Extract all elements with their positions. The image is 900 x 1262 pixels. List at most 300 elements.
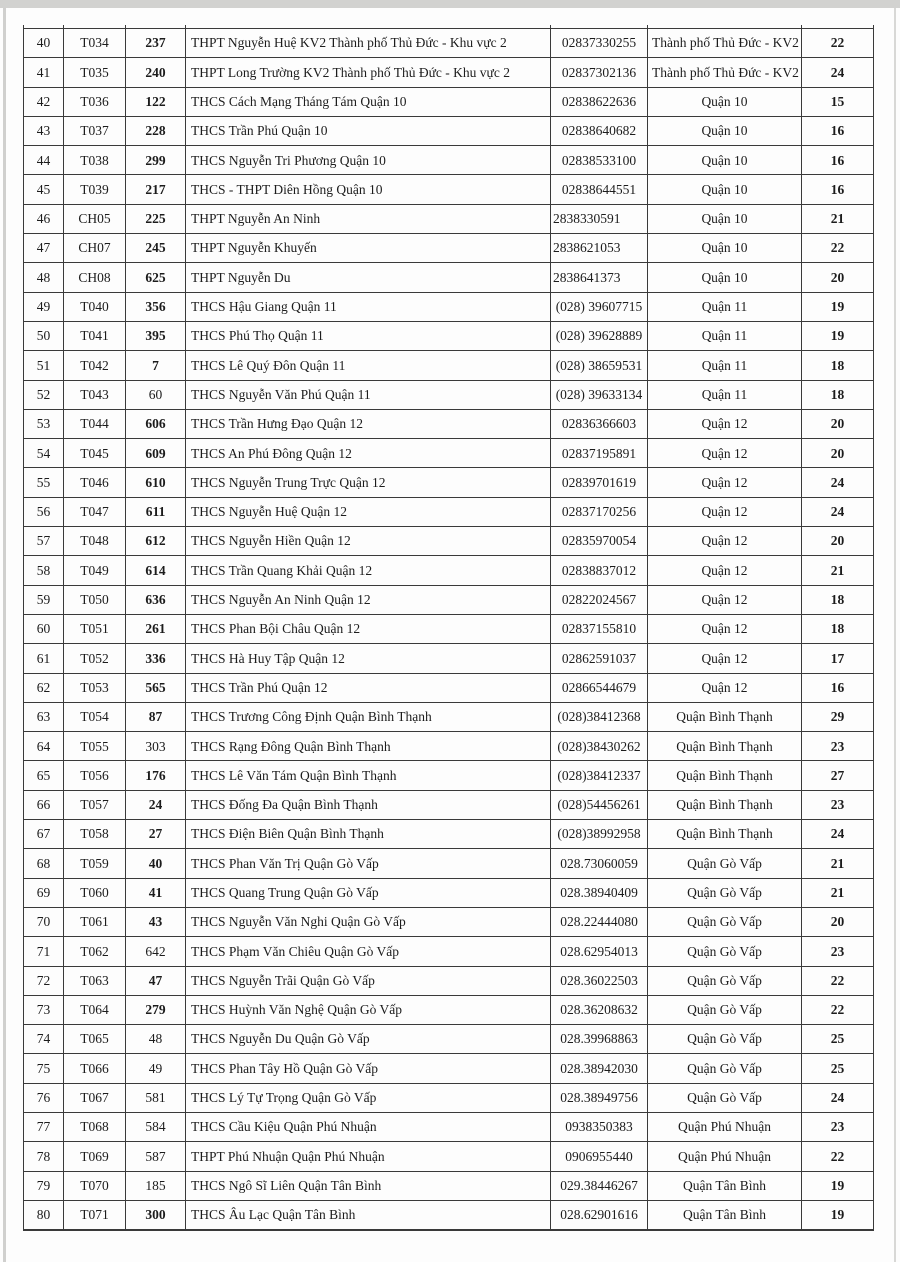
table-row bbox=[24, 614, 874, 643]
phone-cell: 028.39968863 bbox=[551, 1025, 648, 1054]
phone-cell: 028.73060059 bbox=[551, 849, 648, 878]
school-code-cell: T056 bbox=[64, 761, 126, 790]
page-right-edge bbox=[894, 8, 896, 1262]
district-cell: Quận 10 bbox=[648, 263, 802, 292]
count-cell: 16 bbox=[802, 116, 874, 145]
row-number-cell: 80 bbox=[24, 1200, 64, 1230]
phone-cell: 028.36208632 bbox=[551, 995, 648, 1024]
school-code-cell: T039 bbox=[64, 175, 126, 204]
seq-number-cell: 279 bbox=[126, 995, 186, 1024]
count-cell: 16 bbox=[802, 673, 874, 702]
phone-cell: 0938350383 bbox=[551, 1112, 648, 1141]
seq-number-cell: 228 bbox=[126, 116, 186, 145]
count-cell: 22 bbox=[802, 995, 874, 1024]
school-name-cell: THPT Long Trường KV2 Thành phố Thủ Đức - Khu vực 2 bbox=[186, 58, 551, 87]
count-cell: 18 bbox=[802, 585, 874, 614]
count-cell: 16 bbox=[802, 175, 874, 204]
district-cell: Quận 11 bbox=[648, 321, 802, 350]
table-row bbox=[24, 878, 874, 907]
seq-number-cell: 41 bbox=[126, 878, 186, 907]
district-cell: Thành phố Thủ Đức - KV2 bbox=[648, 58, 802, 87]
school-name-cell: THCS Phan Bội Châu Quận 12 bbox=[186, 614, 551, 643]
table-row bbox=[24, 702, 874, 731]
seq-number-cell: 303 bbox=[126, 732, 186, 761]
seq-number-cell: 625 bbox=[126, 263, 186, 292]
count-cell: 22 bbox=[802, 234, 874, 263]
school-name-cell: THPT Phú Nhuận Quận Phú Nhuận bbox=[186, 1142, 551, 1171]
phone-cell: 02866544679 bbox=[551, 673, 648, 702]
count-cell: 17 bbox=[802, 644, 874, 673]
school-name-cell: THCS Nguyễn Huệ Quận 12 bbox=[186, 497, 551, 526]
district-cell: Quận 12 bbox=[648, 468, 802, 497]
school-name-cell: THCS An Phú Đông Quận 12 bbox=[186, 439, 551, 468]
phone-cell: 2838330591 bbox=[551, 204, 648, 233]
table-row bbox=[24, 380, 874, 409]
row-number-cell: 58 bbox=[24, 556, 64, 585]
table-row bbox=[24, 556, 874, 585]
seq-number-cell: 609 bbox=[126, 439, 186, 468]
school-code-cell: T071 bbox=[64, 1200, 126, 1230]
row-number-cell: 64 bbox=[24, 732, 64, 761]
row-number-cell: 77 bbox=[24, 1112, 64, 1141]
district-cell: Quận Gò Vấp bbox=[648, 937, 802, 966]
school-name-cell: THCS Nguyễn An Ninh Quận 12 bbox=[186, 585, 551, 614]
seq-number-cell: 336 bbox=[126, 644, 186, 673]
district-cell: Quận 12 bbox=[648, 497, 802, 526]
phone-cell: 02837302136 bbox=[551, 58, 648, 87]
school-name-cell: THCS Nguyễn Trãi Quận Gò Vấp bbox=[186, 966, 551, 995]
district-cell: Quận 12 bbox=[648, 614, 802, 643]
row-number-cell: 47 bbox=[24, 234, 64, 263]
row-number-cell: 60 bbox=[24, 614, 64, 643]
row-number-cell: 54 bbox=[24, 439, 64, 468]
row-number-cell: 61 bbox=[24, 644, 64, 673]
school-name-cell: THPT Nguyễn Du bbox=[186, 263, 551, 292]
school-name-cell: THCS Nguyễn Hiền Quận 12 bbox=[186, 527, 551, 556]
table-row bbox=[24, 585, 874, 614]
school-code-cell: T046 bbox=[64, 468, 126, 497]
phone-cell: 2838621053 bbox=[551, 234, 648, 263]
school-code-cell: T063 bbox=[64, 966, 126, 995]
phone-cell: 028.38940409 bbox=[551, 878, 648, 907]
table-row bbox=[24, 673, 874, 702]
school-code-cell: T036 bbox=[64, 87, 126, 116]
count-cell: 20 bbox=[802, 439, 874, 468]
district-cell: Quận Tân Bình bbox=[648, 1171, 802, 1200]
school-code-cell: T049 bbox=[64, 556, 126, 585]
seq-number-cell: 612 bbox=[126, 527, 186, 556]
table-row bbox=[24, 146, 874, 175]
count-cell: 18 bbox=[802, 351, 874, 380]
table-row bbox=[24, 1054, 874, 1083]
school-code-cell: T034 bbox=[64, 29, 126, 58]
row-number-cell: 46 bbox=[24, 204, 64, 233]
phone-cell: 02836366603 bbox=[551, 409, 648, 438]
school-code-cell: T052 bbox=[64, 644, 126, 673]
phone-cell: 02839701619 bbox=[551, 468, 648, 497]
row-number-cell: 59 bbox=[24, 585, 64, 614]
row-number-cell: 43 bbox=[24, 116, 64, 145]
district-cell: Quận Gò Vấp bbox=[648, 849, 802, 878]
row-number-cell: 52 bbox=[24, 380, 64, 409]
district-cell: Quận 10 bbox=[648, 234, 802, 263]
table-row bbox=[24, 175, 874, 204]
row-number-cell: 67 bbox=[24, 820, 64, 849]
count-cell: 18 bbox=[802, 380, 874, 409]
row-number-cell: 45 bbox=[24, 175, 64, 204]
school-code-cell: T058 bbox=[64, 820, 126, 849]
phone-cell: 02838837012 bbox=[551, 556, 648, 585]
school-name-cell: THCS Cầu Kiệu Quận Phú Nhuận bbox=[186, 1112, 551, 1141]
count-cell: 19 bbox=[802, 321, 874, 350]
table-row bbox=[24, 116, 874, 145]
count-cell: 23 bbox=[802, 937, 874, 966]
school-code-cell: T040 bbox=[64, 292, 126, 321]
count-cell: 21 bbox=[802, 849, 874, 878]
count-cell: 29 bbox=[802, 702, 874, 731]
district-cell: Quận 12 bbox=[648, 585, 802, 614]
seq-number-cell: 122 bbox=[126, 87, 186, 116]
seq-number-cell: 581 bbox=[126, 1083, 186, 1112]
table-row bbox=[24, 1200, 874, 1230]
district-cell: Quận Gò Vấp bbox=[648, 1025, 802, 1054]
count-cell: 19 bbox=[802, 1171, 874, 1200]
table-row bbox=[24, 87, 874, 116]
seq-number-cell: 300 bbox=[126, 1200, 186, 1230]
school-code-cell: T062 bbox=[64, 937, 126, 966]
school-code-cell: T067 bbox=[64, 1083, 126, 1112]
seq-number-cell: 245 bbox=[126, 234, 186, 263]
table-row bbox=[24, 321, 874, 350]
count-cell: 20 bbox=[802, 907, 874, 936]
school-name-cell: THCS Quang Trung Quận Gò Vấp bbox=[186, 878, 551, 907]
row-number-cell: 57 bbox=[24, 527, 64, 556]
district-cell: Quận 12 bbox=[648, 644, 802, 673]
school-name-cell: THPT Nguyễn Huệ KV2 Thành phố Thủ Đức - Khu vực 2 bbox=[186, 29, 551, 58]
school-table bbox=[23, 25, 874, 1231]
count-cell: 19 bbox=[802, 292, 874, 321]
school-name-cell: THCS Nguyễn Văn Nghi Quận Gò Vấp bbox=[186, 907, 551, 936]
seq-number-cell: 40 bbox=[126, 849, 186, 878]
seq-number-cell: 584 bbox=[126, 1112, 186, 1141]
school-name-cell: THCS Trần Phú Quận 10 bbox=[186, 116, 551, 145]
school-code-cell: T041 bbox=[64, 321, 126, 350]
row-number-cell: 78 bbox=[24, 1142, 64, 1171]
row-number-cell: 56 bbox=[24, 497, 64, 526]
seq-number-cell: 24 bbox=[126, 790, 186, 819]
row-number-cell: 71 bbox=[24, 937, 64, 966]
school-name-cell: THPT Nguyễn An Ninh bbox=[186, 204, 551, 233]
school-name-cell: THCS Điện Biên Quận Bình Thạnh bbox=[186, 820, 551, 849]
page-left-edge bbox=[3, 8, 6, 1262]
district-cell: Quận 10 bbox=[648, 204, 802, 233]
count-cell: 20 bbox=[802, 263, 874, 292]
district-cell: Quận 12 bbox=[648, 409, 802, 438]
seq-number-cell: 49 bbox=[126, 1054, 186, 1083]
count-cell: 16 bbox=[802, 146, 874, 175]
school-code-cell: T054 bbox=[64, 702, 126, 731]
seq-number-cell: 614 bbox=[126, 556, 186, 585]
phone-cell: 02838533100 bbox=[551, 146, 648, 175]
district-cell: Quận Bình Thạnh bbox=[648, 732, 802, 761]
seq-number-cell: 47 bbox=[126, 966, 186, 995]
district-cell: Quận 11 bbox=[648, 292, 802, 321]
count-cell: 18 bbox=[802, 614, 874, 643]
row-number-cell: 74 bbox=[24, 1025, 64, 1054]
table-row bbox=[24, 849, 874, 878]
school-code-cell: T038 bbox=[64, 146, 126, 175]
row-number-cell: 79 bbox=[24, 1171, 64, 1200]
school-name-cell: THCS Rạng Đông Quận Bình Thạnh bbox=[186, 732, 551, 761]
school-code-cell: CH07 bbox=[64, 234, 126, 263]
school-name-cell: THCS Nguyễn Trung Trực Quận 12 bbox=[186, 468, 551, 497]
school-name-cell: THCS - THPT Diên Hồng Quận 10 bbox=[186, 175, 551, 204]
count-cell: 22 bbox=[802, 1142, 874, 1171]
count-cell: 19 bbox=[802, 1200, 874, 1230]
count-cell: 24 bbox=[802, 820, 874, 849]
page-top-edge bbox=[0, 0, 900, 8]
row-number-cell: 65 bbox=[24, 761, 64, 790]
count-cell: 15 bbox=[802, 87, 874, 116]
school-name-cell: THCS Hậu Giang Quận 11 bbox=[186, 292, 551, 321]
school-code-cell: T064 bbox=[64, 995, 126, 1024]
district-cell: Quận Bình Thạnh bbox=[648, 790, 802, 819]
row-number-cell: 53 bbox=[24, 409, 64, 438]
district-cell: Quận Bình Thạnh bbox=[648, 761, 802, 790]
school-code-cell: T047 bbox=[64, 497, 126, 526]
seq-number-cell: 261 bbox=[126, 614, 186, 643]
district-cell: Quận Gò Vấp bbox=[648, 1083, 802, 1112]
school-code-cell: CH08 bbox=[64, 263, 126, 292]
seq-number-cell: 587 bbox=[126, 1142, 186, 1171]
count-cell: 24 bbox=[802, 1083, 874, 1112]
school-name-cell: THCS Nguyễn Tri Phương Quận 10 bbox=[186, 146, 551, 175]
count-cell: 24 bbox=[802, 497, 874, 526]
school-code-cell: T053 bbox=[64, 673, 126, 702]
table-row bbox=[24, 292, 874, 321]
district-cell: Thành phố Thủ Đức - KV2 bbox=[648, 29, 802, 58]
row-number-cell: 69 bbox=[24, 878, 64, 907]
school-name-cell: THCS Phan Văn Trị Quận Gò Vấp bbox=[186, 849, 551, 878]
school-code-cell: T060 bbox=[64, 878, 126, 907]
seq-number-cell: 299 bbox=[126, 146, 186, 175]
school-name-cell: THCS Lê Quý Đôn Quận 11 bbox=[186, 351, 551, 380]
count-cell: 24 bbox=[802, 58, 874, 87]
count-cell: 23 bbox=[802, 1112, 874, 1141]
seq-number-cell: 27 bbox=[126, 820, 186, 849]
seq-number-cell: 237 bbox=[126, 29, 186, 58]
row-number-cell: 72 bbox=[24, 966, 64, 995]
table-row bbox=[24, 937, 874, 966]
school-code-cell: T048 bbox=[64, 527, 126, 556]
row-number-cell: 70 bbox=[24, 907, 64, 936]
school-name-cell: THCS Trần Phú Quận 12 bbox=[186, 673, 551, 702]
phone-cell: 02837170256 bbox=[551, 497, 648, 526]
phone-cell: (028) 39607715 bbox=[551, 292, 648, 321]
seq-number-cell: 43 bbox=[126, 907, 186, 936]
school-name-cell: THCS Lê Văn Tám Quận Bình Thạnh bbox=[186, 761, 551, 790]
school-code-cell: T070 bbox=[64, 1171, 126, 1200]
table-row bbox=[24, 820, 874, 849]
school-name-cell: THCS Đống Đa Quận Bình Thạnh bbox=[186, 790, 551, 819]
row-number-cell: 50 bbox=[24, 321, 64, 350]
district-cell: Quận 10 bbox=[648, 87, 802, 116]
seq-number-cell: 565 bbox=[126, 673, 186, 702]
district-cell: Quận Tân Bình bbox=[648, 1200, 802, 1230]
table-row bbox=[24, 527, 874, 556]
school-code-cell: T035 bbox=[64, 58, 126, 87]
count-cell: 23 bbox=[802, 790, 874, 819]
table-row bbox=[24, 29, 874, 58]
seq-number-cell: 636 bbox=[126, 585, 186, 614]
table-row bbox=[24, 732, 874, 761]
district-cell: Quận Gò Vấp bbox=[648, 878, 802, 907]
phone-cell: 028.36022503 bbox=[551, 966, 648, 995]
school-code-cell: T043 bbox=[64, 380, 126, 409]
school-name-cell: THCS Phạm Văn Chiêu Quận Gò Vấp bbox=[186, 937, 551, 966]
school-name-cell: THCS Huỳnh Văn Nghệ Quận Gò Vấp bbox=[186, 995, 551, 1024]
row-number-cell: 62 bbox=[24, 673, 64, 702]
district-cell: Quận Gò Vấp bbox=[648, 995, 802, 1024]
district-cell: Quận Bình Thạnh bbox=[648, 702, 802, 731]
row-number-cell: 41 bbox=[24, 58, 64, 87]
district-cell: Quận 10 bbox=[648, 116, 802, 145]
phone-cell: 02835970054 bbox=[551, 527, 648, 556]
phone-cell: 028.38949756 bbox=[551, 1083, 648, 1112]
school-code-cell: T068 bbox=[64, 1112, 126, 1141]
district-cell: Quận Gò Vấp bbox=[648, 907, 802, 936]
table-row bbox=[24, 468, 874, 497]
seq-number-cell: 7 bbox=[126, 351, 186, 380]
table-row bbox=[24, 1112, 874, 1141]
seq-number-cell: 611 bbox=[126, 497, 186, 526]
district-cell: Quận Gò Vấp bbox=[648, 1054, 802, 1083]
district-cell: Quận 12 bbox=[648, 673, 802, 702]
phone-cell: 028.62954013 bbox=[551, 937, 648, 966]
district-cell: Quận Gò Vấp bbox=[648, 966, 802, 995]
school-code-cell: T059 bbox=[64, 849, 126, 878]
seq-number-cell: 642 bbox=[126, 937, 186, 966]
table-row bbox=[24, 1142, 874, 1171]
table-row bbox=[24, 409, 874, 438]
seq-number-cell: 606 bbox=[126, 409, 186, 438]
seq-number-cell: 610 bbox=[126, 468, 186, 497]
table-row bbox=[24, 58, 874, 87]
row-number-cell: 51 bbox=[24, 351, 64, 380]
school-code-cell: T045 bbox=[64, 439, 126, 468]
school-code-cell: T066 bbox=[64, 1054, 126, 1083]
table-row bbox=[24, 263, 874, 292]
seq-number-cell: 356 bbox=[126, 292, 186, 321]
row-number-cell: 68 bbox=[24, 849, 64, 878]
seq-number-cell: 240 bbox=[126, 58, 186, 87]
count-cell: 21 bbox=[802, 204, 874, 233]
table-row bbox=[24, 351, 874, 380]
school-code-cell: T042 bbox=[64, 351, 126, 380]
school-code-cell: T050 bbox=[64, 585, 126, 614]
row-number-cell: 76 bbox=[24, 1083, 64, 1112]
row-number-cell: 75 bbox=[24, 1054, 64, 1083]
school-code-cell: T065 bbox=[64, 1025, 126, 1054]
school-name-cell: THCS Trần Hưng Đạo Quận 12 bbox=[186, 409, 551, 438]
table-body bbox=[24, 25, 874, 1230]
table-row bbox=[24, 761, 874, 790]
district-cell: Quận 12 bbox=[648, 439, 802, 468]
count-cell: 22 bbox=[802, 966, 874, 995]
row-number-cell: 63 bbox=[24, 702, 64, 731]
row-number-cell: 40 bbox=[24, 29, 64, 58]
row-number-cell: 55 bbox=[24, 468, 64, 497]
table-row bbox=[24, 966, 874, 995]
district-cell: Quận 11 bbox=[648, 351, 802, 380]
school-name-cell: THCS Nguyễn Văn Phú Quận 11 bbox=[186, 380, 551, 409]
phone-cell: 028.62901616 bbox=[551, 1200, 648, 1230]
count-cell: 24 bbox=[802, 468, 874, 497]
seq-number-cell: 395 bbox=[126, 321, 186, 350]
count-cell: 21 bbox=[802, 878, 874, 907]
phone-cell: 028.38942030 bbox=[551, 1054, 648, 1083]
phone-cell: 02838640682 bbox=[551, 116, 648, 145]
phone-cell: (028)38412337 bbox=[551, 761, 648, 790]
phone-cell: (028) 38659531 bbox=[551, 351, 648, 380]
school-name-cell: THCS Phan Tây Hồ Quận Gò Vấp bbox=[186, 1054, 551, 1083]
phone-cell: 029.38446267 bbox=[551, 1171, 648, 1200]
count-cell: 20 bbox=[802, 527, 874, 556]
phone-cell: (028)38430262 bbox=[551, 732, 648, 761]
phone-cell: 028.22444080 bbox=[551, 907, 648, 936]
row-number-cell: 42 bbox=[24, 87, 64, 116]
phone-cell: (028)54456261 bbox=[551, 790, 648, 819]
phone-cell: (028)38412368 bbox=[551, 702, 648, 731]
count-cell: 27 bbox=[802, 761, 874, 790]
phone-cell: 02838644551 bbox=[551, 175, 648, 204]
count-cell: 22 bbox=[802, 29, 874, 58]
school-name-cell: THCS Ngô Sĩ Liên Quận Tân Bình bbox=[186, 1171, 551, 1200]
table-row bbox=[24, 790, 874, 819]
row-number-cell: 48 bbox=[24, 263, 64, 292]
phone-cell: 02837155810 bbox=[551, 614, 648, 643]
school-name-cell: THCS Hà Huy Tập Quận 12 bbox=[186, 644, 551, 673]
school-code-cell: T055 bbox=[64, 732, 126, 761]
seq-number-cell: 87 bbox=[126, 702, 186, 731]
district-cell: Quận 12 bbox=[648, 556, 802, 585]
row-number-cell: 49 bbox=[24, 292, 64, 321]
table-row bbox=[24, 439, 874, 468]
school-name-cell: THCS Nguyễn Du Quận Gò Vấp bbox=[186, 1025, 551, 1054]
district-cell: Quận 10 bbox=[648, 146, 802, 175]
seq-number-cell: 60 bbox=[126, 380, 186, 409]
table-row bbox=[24, 234, 874, 263]
table-row bbox=[24, 907, 874, 936]
phone-cell: 02838622636 bbox=[551, 87, 648, 116]
phone-cell: 02822024567 bbox=[551, 585, 648, 614]
school-name-cell: THCS Trương Công Định Quận Bình Thạnh bbox=[186, 702, 551, 731]
school-code-cell: T044 bbox=[64, 409, 126, 438]
phone-cell: 02862591037 bbox=[551, 644, 648, 673]
phone-cell: (028) 39628889 bbox=[551, 321, 648, 350]
school-name-cell: THCS Trần Quang Khải Quận 12 bbox=[186, 556, 551, 585]
seq-number-cell: 185 bbox=[126, 1171, 186, 1200]
school-name-cell: THCS Lý Tự Trọng Quận Gò Vấp bbox=[186, 1083, 551, 1112]
district-cell: Quận 10 bbox=[648, 175, 802, 204]
district-cell: Quận 11 bbox=[648, 380, 802, 409]
seq-number-cell: 225 bbox=[126, 204, 186, 233]
table-row bbox=[24, 1083, 874, 1112]
row-number-cell: 44 bbox=[24, 146, 64, 175]
seq-number-cell: 217 bbox=[126, 175, 186, 204]
school-code-cell: CH05 bbox=[64, 204, 126, 233]
school-code-cell: T037 bbox=[64, 116, 126, 145]
